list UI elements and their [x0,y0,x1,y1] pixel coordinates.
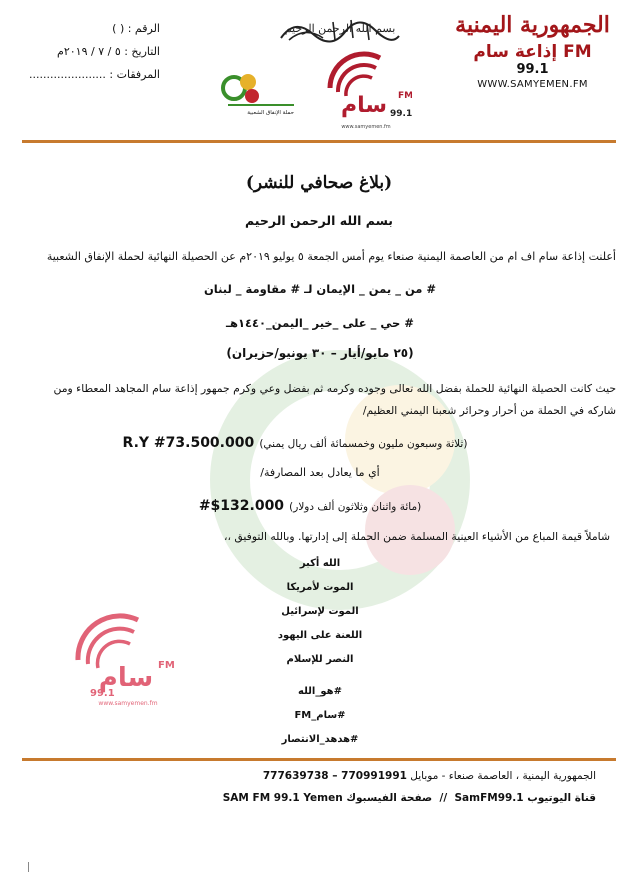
stamp-fm: FM [158,660,175,671]
header-divider [22,140,616,143]
stamp-freq: 99.1 [90,688,115,699]
station-website: WWW.SAMYEMEN.FM [477,79,588,90]
station-logo [320,48,412,134]
amount-rial-line [60,432,530,451]
footer-youtube-name: SamFM99.1 [454,792,524,804]
page-edge-mark [28,862,39,872]
results-paragraph-1: حيث كانت الحصيلة النهائية للحملة بفضل الله تعالى وجوده وكرمه ثم بفضل وعي وكرم جمهور إذاعة سام المجاهد المعطاء ومن [53,382,616,395]
amount-usd-words: (مائة واثنان وثلاثون ألف دولار) [289,501,422,513]
document-meta [29,22,160,91]
stamp-text: سام [98,663,154,693]
basmala-calligraphy-text: بسم الله الرحمن الرحيم [284,22,396,35]
amount-rial: #73.500.000 R.Y [122,435,255,451]
logo-fm: FM [398,91,412,101]
tag-line: #هو_الله [298,686,342,697]
amount-usd-line [100,495,520,514]
footer-separator: // [439,792,448,804]
logo-text: سام [340,93,388,118]
footer-contact [40,770,596,814]
basmala: بسم الله الرحمن الرحيم [245,213,393,228]
slogan-line: النصر للإسلام [286,654,354,665]
tag-line: #هدهد_الانتصار [281,734,359,745]
station-stamp [70,610,180,710]
amount-rial-words: (ثلاثة وسبعون مليون وخمسمائة ألف ريال يمني) [259,438,468,450]
document-date: التاريخ : ٥ / ٧ / ٢٠١٩م [57,45,160,58]
logo-freq: 99.1 [390,109,412,119]
campaign-dates: (٢٥ مايو/أيار – ٣٠ يونيو/حزيران) [226,346,414,360]
footer-social-line [40,792,596,804]
republic-title: الجمهورية اليمنية [455,12,610,38]
slogan-line: الموت لإسرائيل [281,606,359,617]
slogan-line: اللعنة على اليهود [277,630,363,641]
logo-url: www.samyemen.fm [341,124,391,130]
footer-youtube-label: قناة اليوتيوب [527,792,596,804]
campaign-logo [218,68,298,116]
slogan-line: الموت لأمريكا [286,582,354,593]
footer-phones: 777639738 – 770991991 [262,770,407,782]
footer-address-line [40,770,596,782]
attachments: المرفقات : ...................... [29,68,160,81]
slogan-line: الله أكبر [299,558,341,569]
station-frequency: 99.1 [516,62,549,77]
closing-paragraph: شاملاً قيمة المباع من الأشياء العينية المسلمة ضمن الحملة إلى إدارتها. وبالله التوفيق ،، [224,530,610,543]
footer-address: الجمهورية اليمنية ، العاصمة صنعاء - موبايل [410,770,596,782]
release-title: (بلاغ صحافي للنشر) [245,173,393,193]
basmala-calligraphy [275,12,405,46]
station-name: إذاعة سام FM [473,42,592,62]
amount-usd: #$132.000 [198,498,285,514]
tag-line: #سام_FM [294,710,346,721]
intro-paragraph: أعلنت إذاعة سام اف ام من العاصمة اليمنية صنعاء يوم أمس الجمعة ٥ يوليو ٢٠١٩م عن الحصيلة النهائية لحملة الإنفاق الشعبية [46,250,616,263]
hashtag-campaign: # من _ يمن _ الإيمان لـ # مقاومة _ لبنان [203,282,437,296]
footer-facebook-name: SAM FM 99.1 Yemen [222,792,343,804]
footer-divider [22,758,616,761]
stamp-url: www.samyemen.fm [98,700,158,707]
footer-facebook-label: صفحة الفيسبوك [346,792,433,804]
equivalent-label: أي ما يعادل بعد المصارفة/ [260,466,380,479]
results-paragraph-2: شاركه في الحملة من أحرار وحرائر شعبنا اليمني العظيم/ [362,404,616,417]
campaign-caption: حملة الإنفاق الشعبية [247,110,294,116]
hashtag-year: # حي _ على _خير _اليمن_١٤٤٠هـ [226,316,414,330]
letterhead-brand [445,12,620,90]
ref-number: الرقم : ( ) [112,22,160,35]
